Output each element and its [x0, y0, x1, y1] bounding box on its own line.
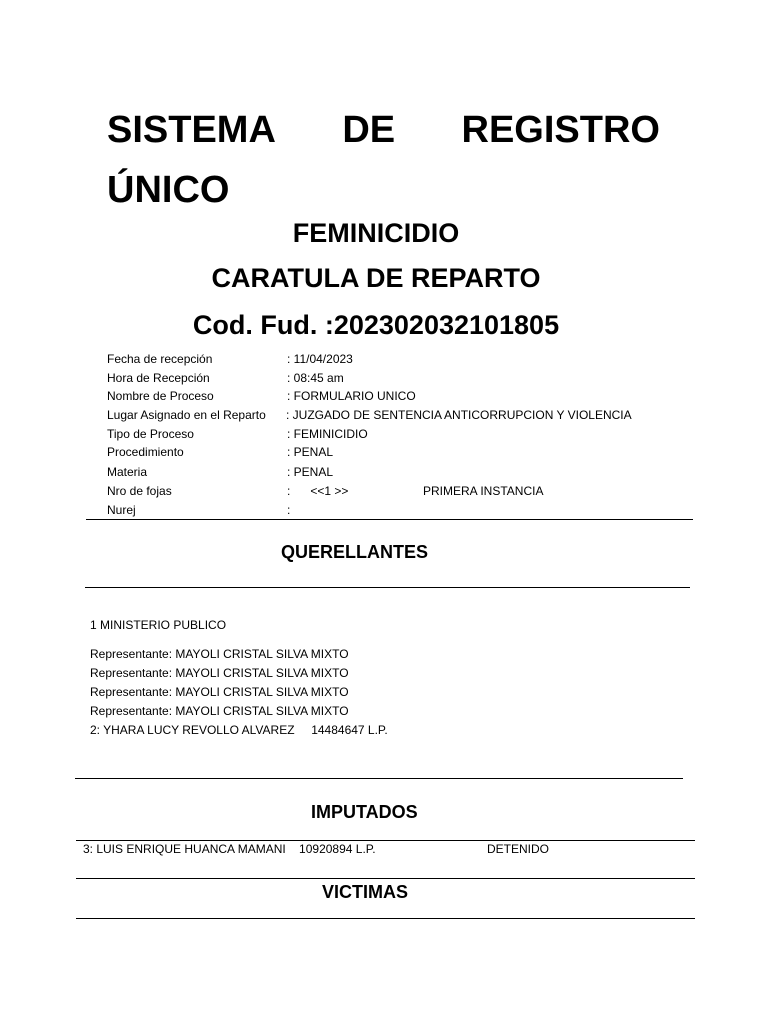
representante-line: Representante: MAYOLI CRISTAL SILVA MIXTO [90, 666, 349, 680]
field-label-lugar: Lugar Asignado en el Reparto [107, 408, 266, 422]
field-label-procedimiento: Procedimiento [107, 445, 184, 459]
divider [86, 519, 693, 520]
representante-line: Representante: MAYOLI CRISTAL SILVA MIXTO [90, 685, 349, 699]
representante-line: Representante: MAYOLI CRISTAL SILVA MIXTO [90, 704, 349, 718]
representante-line: Representante: MAYOLI CRISTAL SILVA MIXTO [90, 647, 349, 661]
instancia-label: PRIMERA INSTANCIA [423, 484, 544, 498]
divider [75, 778, 683, 779]
divider [76, 918, 695, 919]
title-word-2: DE [342, 109, 396, 151]
field-value-hora: : 08:45 am [287, 371, 344, 385]
divider [85, 587, 690, 588]
field-label-tipo: Tipo de Proceso [107, 427, 194, 441]
document-title [107, 100, 660, 220]
imputado-person: 3: LUIS ENRIQUE HUANCA MAMANI 10920894 L.P. [83, 842, 376, 856]
imputado-status: DETENIDO [487, 842, 550, 856]
title-word-3: REGISTRO [461, 109, 660, 151]
querellante-person: 2: YHARA LUCY REVOLLO ALVAREZ 14484647 L.P. [90, 723, 388, 737]
title-line-2: ÚNICO [107, 169, 230, 211]
field-value-procedimiento: : PENAL [287, 445, 334, 459]
field-value-fojas: : <<1 >> [287, 484, 349, 498]
querellante-entity: 1 MINISTERIO PUBLICO [90, 618, 227, 632]
field-label-nurej: Nurej [107, 503, 136, 517]
field-label-nombre: Nombre de Proceso [107, 389, 214, 403]
field-label-fojas: Nro de fojas [107, 484, 172, 498]
querellantes-title: QUERELLANTES [281, 542, 429, 562]
field-value-materia: : PENAL [287, 465, 334, 479]
field-value-nurej: : [287, 503, 291, 517]
victimas-title: VICTIMAS [322, 882, 409, 902]
subtitle-caratula: CARATULA DE REPARTO [211, 263, 541, 293]
field-label-fecha: Fecha de recepción [107, 352, 213, 366]
title-word-1: SISTEMA [107, 109, 276, 151]
field-value-lugar: : JUZGADO DE SENTENCIA ANTICORRUPCION Y VIOLENCIA [286, 408, 632, 422]
subtitle-feminicidio: FEMINICIDIO [292, 218, 460, 248]
field-label-hora: Hora de Recepción [107, 371, 210, 385]
field-label-materia: Materia [107, 465, 148, 479]
field-value-fecha: : 11/04/2023 [287, 352, 353, 366]
divider [76, 840, 695, 841]
divider [76, 878, 695, 879]
field-value-tipo: : FEMINICIDIO [287, 427, 368, 441]
cod-fud: Cod. Fud. :202302032101805 [192, 310, 560, 340]
field-value-nombre: : FORMULARIO UNICO [287, 389, 416, 403]
imputados-title: IMPUTADOS [311, 802, 418, 822]
